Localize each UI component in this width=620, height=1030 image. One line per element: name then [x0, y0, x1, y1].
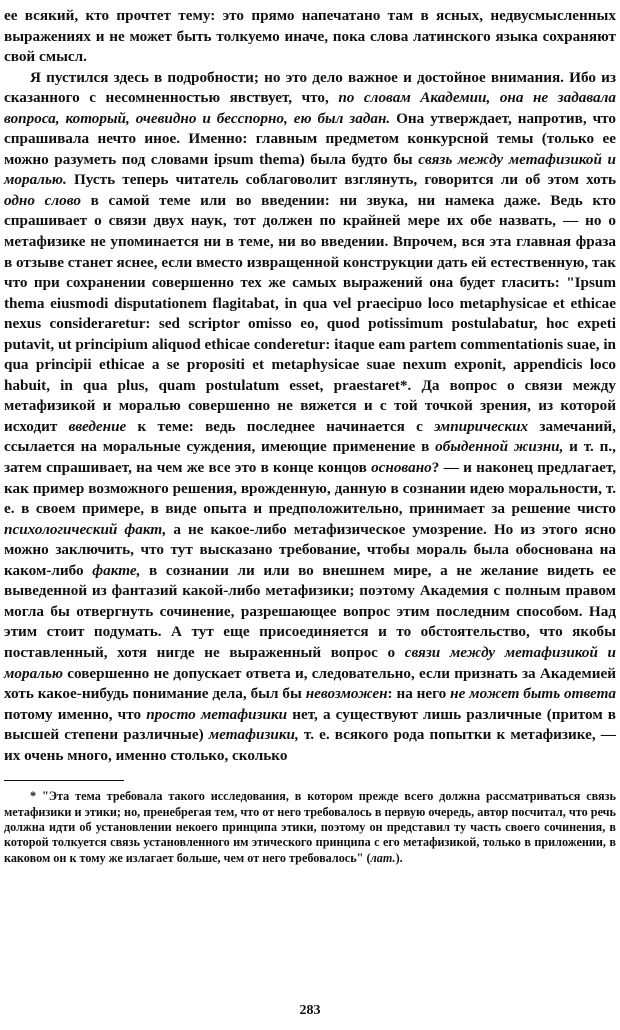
italic-segment: просто метафизики — [146, 705, 288, 723]
footnote-text — [4, 789, 616, 866]
italic-segment: лат. — [370, 850, 396, 865]
text-segment: Она утверждает, напротив, что спрашивала нечто иное. Именно: главным предметом конкурсной темы (только ее можно разуметь под словами ipsum thema) была будто бы — [4, 109, 616, 168]
text-segment: Я пустился здесь в подробности; но это дело важное и достойное внимания. Ибо из сказанного с несомненностью явствует, что, — [4, 68, 616, 107]
italic-segment: эмпирических — [434, 417, 529, 435]
italic-segment: основано — [371, 459, 432, 477]
italic-segment: невозможен — [305, 685, 388, 703]
text-segment: в сознании ли или во внешнем мире, а не желание видеть ее выведенной из фантазий какой-либо метафизики; поэтому Академия с полным правом могла бы отвергнуть сочинение, разрешающее вопрос этим последним способом. Над этим стоит подумать. А тут еще присоединяется и то обстоятельство, что якобы поставленный, хотя нигде не выраженный вопрос о — [4, 561, 616, 661]
text-segment: потому именно, что — [4, 705, 147, 723]
page-number: 283 — [299, 1003, 321, 1018]
italic-segment: одно слово — [4, 191, 81, 209]
italic-segment: не может быть ответа — [450, 685, 616, 703]
text-segment: а не какое-либо метафизическое умозрение. Но из этого ясно можно заключить, что тут высказано требование, чтобы мораль была обоснована на каком-либо — [4, 520, 616, 579]
text-segment: ? — и наконец предлагает, как пример возможного решения, врожденную, данную в сознании идею моральности, т. е. в своем примере, в виде опыта и предположительно, принимает за решение чисто — [4, 459, 616, 518]
italic-segment: факте, — [92, 561, 141, 579]
italic-segment: метафизики, — [208, 726, 299, 744]
italic-segment: по словам Академии, она не задавала вопроса, который, очевидно и бесспорно, ею был задан. — [4, 89, 616, 127]
text-segment: Пусть теперь читатель соблаговолит взглянуть, говорится ли об этом хоть — [66, 171, 616, 189]
text-segment: и т. п., затем спрашивает, на чем же все это в конце концов — [4, 438, 616, 477]
italic-segment: обыденной жизни, — [435, 438, 564, 456]
paragraph-continuation — [4, 6, 616, 68]
text-segment: замечаний, ссылается на моральные суждения, имеющие применение в — [4, 417, 616, 456]
text-segment: : на него — [387, 685, 451, 703]
text-segment: нет, а существуют лишь различные (притом в высшей степени различные) — [4, 705, 616, 744]
text-segment: т. е. всякого рода попытки к метафизике, — их очень много, именно столько, сколько — [4, 726, 616, 764]
main-text — [4, 6, 616, 766]
italic-segment: психологический факт, — [4, 520, 167, 538]
text-segment: к теме: ведь последнее начинается с — [126, 417, 435, 435]
text-segment: ). — [395, 850, 403, 865]
text-segment: в самой теме или во введении: ни звука, ни намека даже. Ведь кто спрашивает о связи двух наук, тот должен по крайней мере их обе назвать, — но о метафизике не упоминается ни в теме, ни во введении. Впрочем, вся эта главная фраза в отзыве станет яснее, если вместо извращенной конструкции дать ей естественную, так что при сохранении совершенно тех же самых выражений она будет гласить: "Ipsum thema eiusmodi disputationem flagitabat, in qua vel praecipuo loco metaphysicae et ethicae nexus consideraretur: sed scriptor omisso eo, quod potissimum postulabatur, hoc expeti putavit, ut principium aliquod ethicae conderetur: itaque eam partem commentationis suae, in qua principii ethicae a se propositi et metaphysicae suae nexum exponit, appendicis loco habuit, in qua plus, quam postulatum esset, praestaret*. Да вопрос о связи между метафизикой и моралью совершенно не вяжется и с той точкой зрения, из которой исходит — [4, 191, 616, 435]
text-segment: совершенно не допускает ответа и, следовательно, если признать за Академией хоть какое-нибудь понимание дела, был бы — [4, 664, 616, 703]
text-segment: ее всякий, кто прочтет тему: это прямо напечатано там в ясных, недвусмысленных выражениях и не может быть толкуемо иначе, пока слова латинского языка сохраняют свой смысл. — [4, 7, 616, 66]
italic-segment: связи между метафизикой и моралью — [4, 643, 616, 682]
text-segment: * "Эта тема требовала такого исследования, в котором прежде всего должна рассматриваться связь метафизики и этики; но, пренебрегая тем, что от него требовалось в первую очередь, автор посчитал, что речь должна идти об установлении некоего принципа этики, поэтому он представил ту часть своего сочинения, в которой толкуется связь установленного им этического принципа с его метафизикой, только в приложении, в каковом он к тому же излагает больше, чем от него требовалось" ( — [4, 789, 616, 865]
paragraph-main — [4, 68, 616, 767]
footnote-divider — [4, 780, 124, 781]
italic-segment: связь между метафизикой и моралью. — [4, 150, 616, 189]
footnote — [4, 789, 616, 866]
italic-segment: введение — [68, 417, 127, 435]
